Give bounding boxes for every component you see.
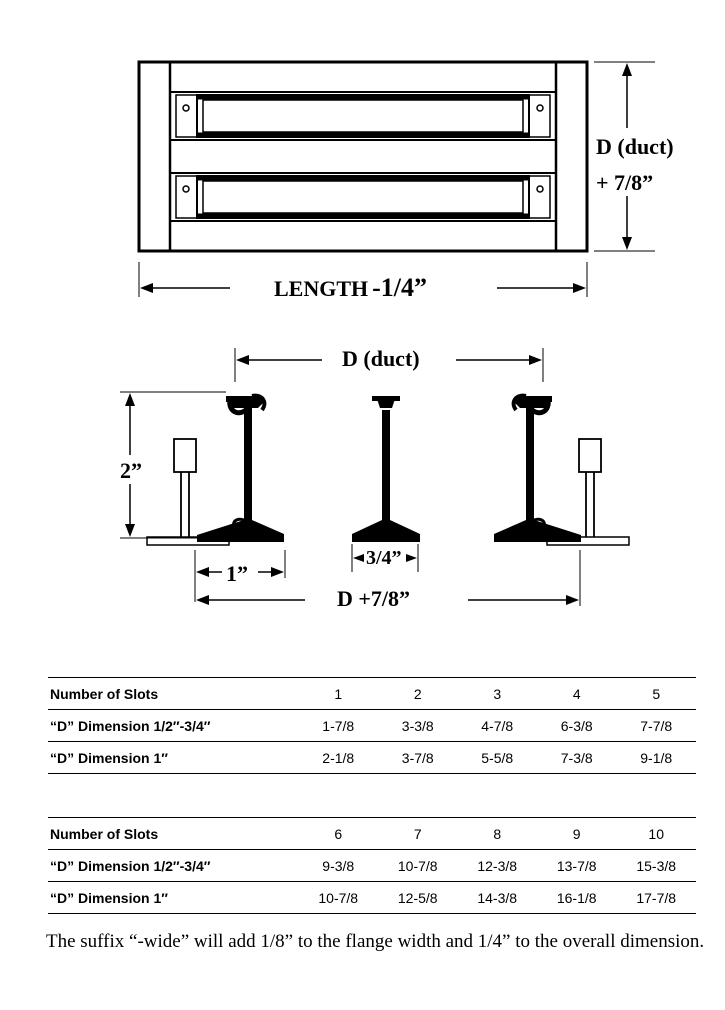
row-label: “D” Dimension 1″ bbox=[50, 889, 168, 906]
height-label: 2” bbox=[120, 458, 142, 483]
row-label: Number of Slots bbox=[50, 825, 159, 842]
dimension-table-2 bbox=[48, 817, 696, 914]
table-cell: 1-7/8 bbox=[322, 717, 355, 734]
table-cell: 6 bbox=[334, 825, 343, 842]
length-label: LENGTH bbox=[274, 276, 369, 301]
duct-label: D (duct) bbox=[342, 346, 420, 371]
dimension-table-1 bbox=[48, 677, 696, 774]
table-cell: 16-1/8 bbox=[556, 889, 597, 906]
front-height-label-line1: D (duct) bbox=[596, 134, 674, 159]
table-row bbox=[48, 710, 696, 742]
table-cell: 12-5/8 bbox=[397, 889, 438, 906]
length-suffix: -1/4” bbox=[372, 273, 428, 302]
table-cell: 14-3/8 bbox=[477, 889, 518, 906]
table-row bbox=[48, 742, 696, 774]
table-cell: 7-7/8 bbox=[640, 717, 673, 734]
suffix-note: The suffix “-wide” will add 1/8” to the flange width and 1/4” to the overall dimension. bbox=[46, 931, 705, 952]
table-cell: 7 bbox=[413, 825, 422, 842]
tee-label: 3/4” bbox=[366, 547, 402, 569]
overall-label: D +7/8” bbox=[337, 586, 411, 611]
table-cell: 7-3/8 bbox=[560, 749, 593, 766]
table-cell: 12-3/8 bbox=[477, 857, 518, 874]
table-cell: 6-3/8 bbox=[560, 717, 593, 734]
table-cell: 3-7/8 bbox=[401, 749, 434, 766]
table-row bbox=[48, 678, 696, 710]
row-label: Number of Slots bbox=[50, 685, 159, 702]
table-cell: 9-1/8 bbox=[640, 749, 673, 766]
table-cell: 3 bbox=[493, 685, 502, 702]
table-cell: 2-1/8 bbox=[322, 749, 355, 766]
table-cell: 10 bbox=[648, 825, 664, 842]
row-label: “D” Dimension 1/2″-3/4″ bbox=[50, 857, 211, 874]
front-height-label-line2: + 7/8” bbox=[596, 170, 654, 195]
table-cell: 4 bbox=[572, 685, 581, 702]
row-label: “D” Dimension 1″ bbox=[50, 749, 168, 766]
table-row bbox=[48, 850, 696, 882]
table-cell: 2 bbox=[413, 685, 422, 702]
length-label-group bbox=[274, 275, 427, 301]
row-label: “D” Dimension 1/2″-3/4″ bbox=[50, 717, 211, 734]
table-cell: 13-7/8 bbox=[556, 857, 597, 874]
table-cell: 10-7/8 bbox=[318, 889, 359, 906]
table-cell: 15-3/8 bbox=[636, 857, 677, 874]
table-cell: 5-5/8 bbox=[481, 749, 514, 766]
table-cell: 3-3/8 bbox=[401, 717, 434, 734]
table-row bbox=[48, 882, 696, 914]
table-cell: 1 bbox=[334, 685, 343, 702]
table-cell: 4-7/8 bbox=[481, 717, 514, 734]
table-row bbox=[48, 818, 696, 850]
flange-label: 1” bbox=[226, 561, 248, 586]
table-cell: 9-3/8 bbox=[322, 857, 355, 874]
table-cell: 9 bbox=[572, 825, 581, 842]
table-cell: 5 bbox=[652, 685, 661, 702]
table-cell: 10-7/8 bbox=[397, 857, 438, 874]
table-cell: 17-7/8 bbox=[636, 889, 677, 906]
table-cell: 8 bbox=[493, 825, 502, 842]
